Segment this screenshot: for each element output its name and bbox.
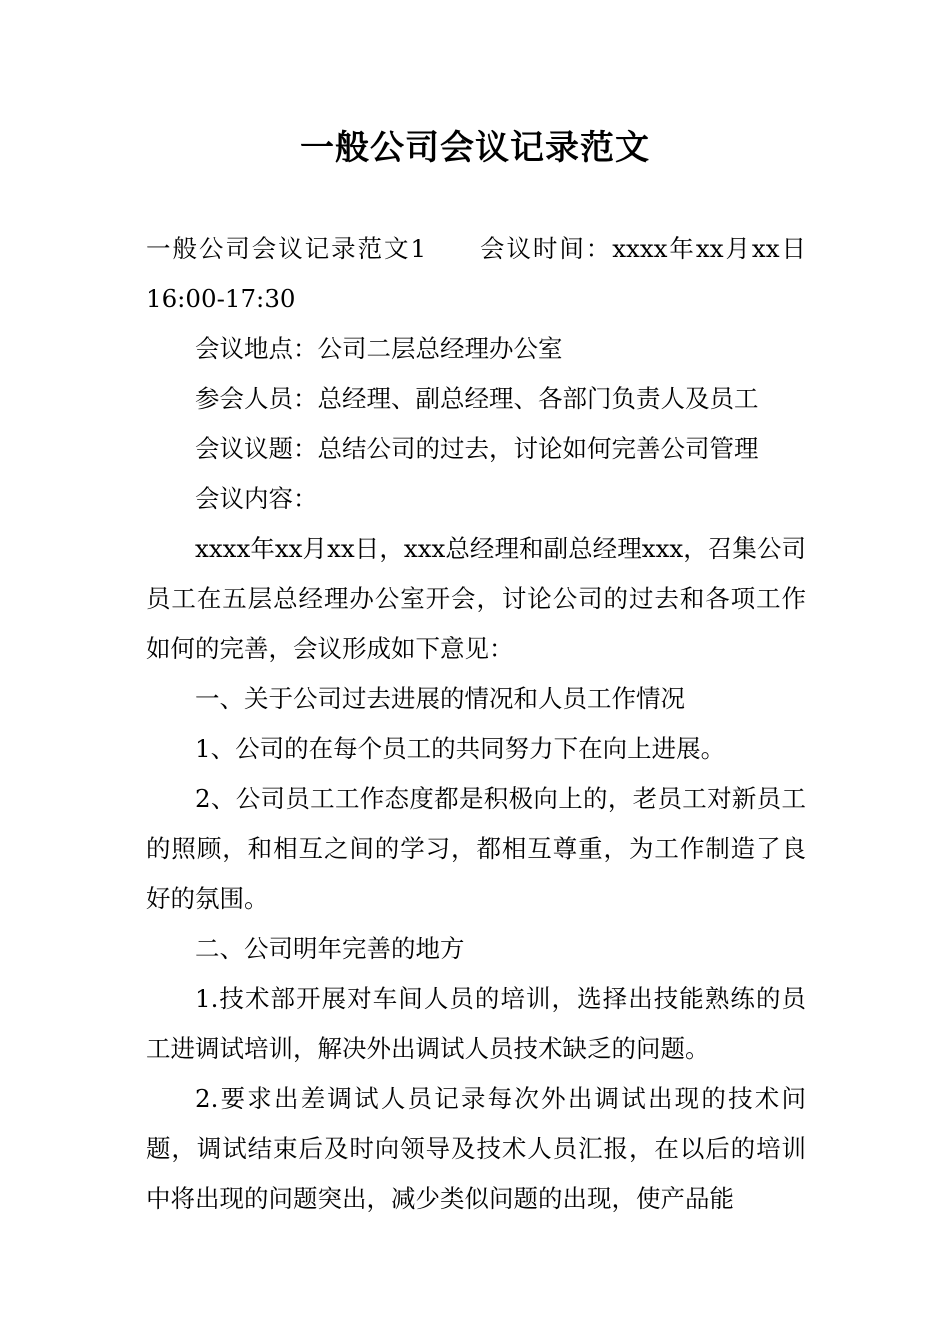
section-heading-2: 二、公司明年完善的地方 [195, 934, 465, 963]
section-2-item-2: 2.要求出差调试人员记录每次外出调试出现的技术问题，调试结束后及时向领导及技术人员汇报，在以后的培训中将出现的问题突出，减少类似问题的出现，使产品能 [146, 1084, 806, 1213]
intro-label: 一般公司会议记录范文1 [146, 234, 427, 263]
meeting-topic: 会议议题：总结公司的过去，讨论如何完善公司管理 [195, 434, 759, 463]
document-body [146, 224, 806, 1224]
meeting-content-heading: 会议内容： [195, 484, 318, 513]
section-2-item-1: 1.技术部开展对车间人员的培训，选择出技能熟练的员工进调试培训，解决外出调试人员技术缺乏的问题。 [146, 984, 806, 1063]
section-heading-1: 一、关于公司过去进展的情况和人员工作情况 [195, 684, 685, 713]
document-title: 一般公司会议记录范文 [300, 128, 650, 168]
section-1-item-1: 1、公司的在每个员工的共同努力下在向上进展。 [195, 734, 726, 763]
meeting-summary-paragraph: xxxx年xx月xx日，xxx总经理和副总经理xxx，召集公司员工在五层总经理办公室开会，讨论公司的过去和各项工作如何的完善，会议形成如下意见： [146, 534, 806, 663]
meeting-location: 会议地点：公司二层总经理办公室 [195, 334, 563, 363]
section-1-item-2: 2、公司员工工作态度都是积极向上的，老员工对新员工的照顾，和相互之间的学习，都相互尊重，为工作制造了良好的氛围。 [146, 784, 806, 913]
meeting-attendees: 参会人员：总经理、副总经理、各部门负责人及员工 [195, 384, 759, 413]
intro-paragraph [146, 224, 806, 324]
meeting-time: 会议时间：xxxx年xx月xx日16:00-17:30 [146, 234, 806, 313]
